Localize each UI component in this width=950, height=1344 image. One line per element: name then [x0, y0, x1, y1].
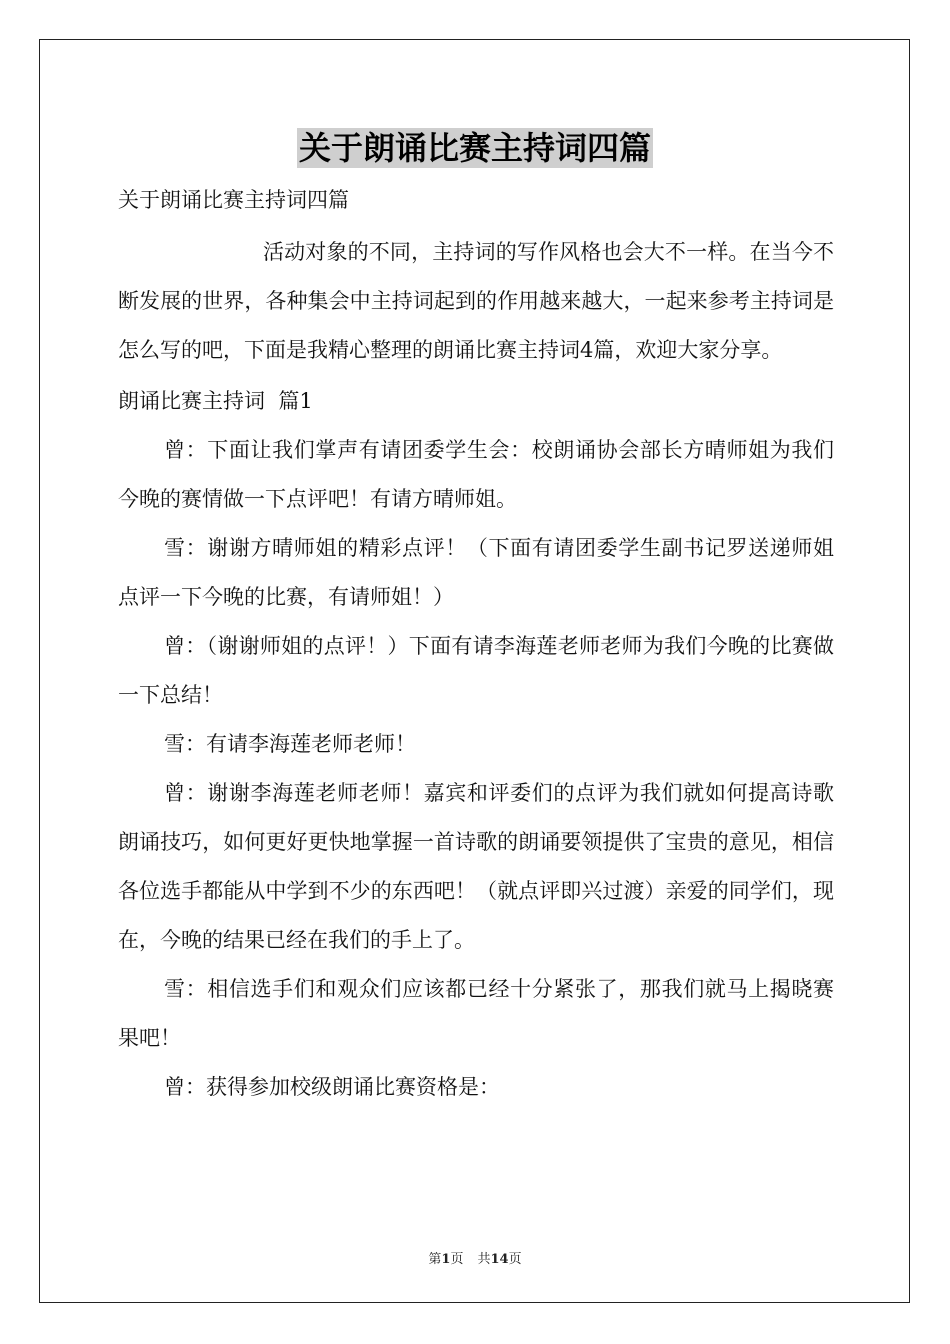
- page-footer: [0, 1248, 950, 1267]
- document-body: [118, 180, 834, 1112]
- intro-paragraph: 活动对象的不同，主持词的写作风格也会大不一样。在当今不断发展的世界，各种集会中主持词起到的作用越来越大，一起来参考主持词是怎么写的吧，下面是我精心整理的朗诵比赛主持词4篇，欢迎大家分享。: [118, 240, 834, 362]
- title-container: [0, 128, 950, 168]
- total-suffix: 页: [508, 1252, 522, 1267]
- document-title: 关于朗诵比赛主持词四篇: [298, 129, 651, 167]
- dialogue-paragraph-4: 雪：有请李海莲老师老师！: [164, 732, 416, 756]
- page-number-label: [428, 1252, 463, 1267]
- dialogue-paragraph-3: 曾：（谢谢师姐的点评！）下面有请李海莲老师老师为我们今晚的比赛做一下总结！: [118, 634, 834, 707]
- dialogue-paragraph-6: 雪：相信选手们和观众们应该都已经十分紧张了，那我们就马上揭晓赛果吧！: [118, 977, 834, 1050]
- page-prefix: 第: [428, 1252, 442, 1267]
- page-suffix: 页: [450, 1252, 464, 1267]
- dialogue-paragraph-1: 曾：下面让我们掌声有请团委学生会：校朗诵协会部长方晴师姐为我们今晚的赛情做一下点评吧！有请方晴师姐。: [118, 438, 834, 511]
- document-subtitle: 关于朗诵比赛主持词四篇: [118, 188, 349, 212]
- total-pages: 14: [490, 1252, 509, 1267]
- dialogue-paragraph-5: 曾：谢谢李海莲老师老师！嘉宾和评委们的点评为我们就如何提高诗歌朗诵技巧，如何更好更快地掌握一首诗歌的朗诵要领提供了宝贵的意见，相信各位选手都能从中学到不少的东西吧！（就点评即兴过渡）亲爱的同学们，现在，今晚的结果已经在我们的手上了。: [118, 781, 834, 952]
- total-prefix: 共: [477, 1252, 491, 1267]
- page-number: 1: [441, 1252, 451, 1267]
- section-heading: 朗诵比赛主持词 篇1: [118, 389, 313, 413]
- dialogue-paragraph-7: 曾：获得参加校级朗诵比赛资格是：: [164, 1075, 500, 1099]
- dialogue-paragraph-2: 雪：谢谢方晴师姐的精彩点评！（下面有请团委学生副书记罗送递师姐点评一下今晚的比赛，有请师姐！）: [118, 536, 834, 609]
- total-pages-label: [477, 1252, 521, 1267]
